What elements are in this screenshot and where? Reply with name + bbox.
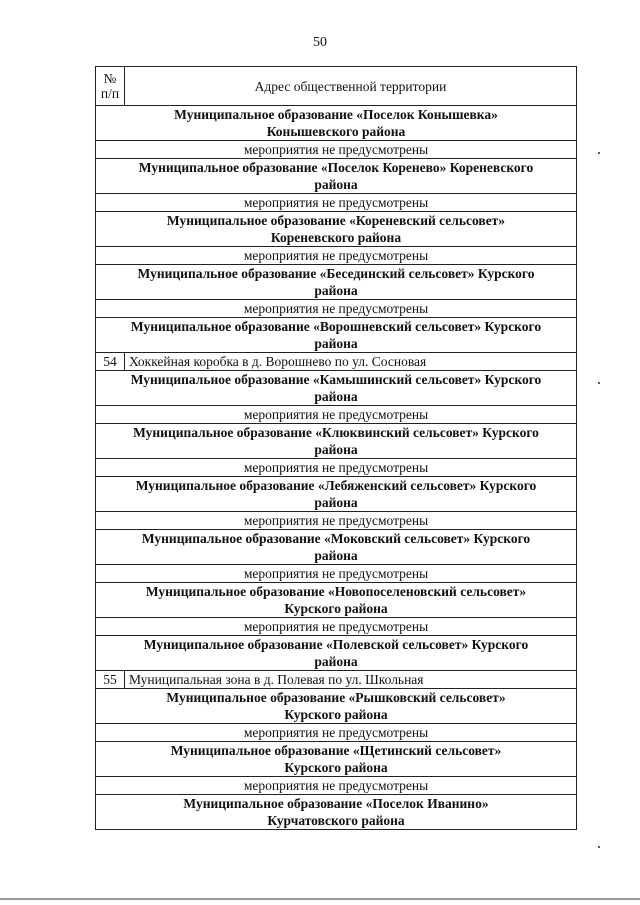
municipality-name: [96, 371, 577, 406]
municipality-name-line: Кореневского района: [270, 230, 402, 245]
municipality-name-line: Муниципальное образование «Камышинский сельсовет» Курского: [130, 372, 542, 387]
municipality-section-row: [96, 424, 577, 459]
municipality-name-line: Курчатовского района: [267, 813, 405, 828]
no-events-row: [96, 777, 577, 795]
municipality-section-row: [96, 265, 577, 300]
municipality-name: [96, 424, 577, 459]
municipality-section-row: [96, 636, 577, 671]
no-events-text: мероприятия не предусмотрены: [96, 512, 577, 530]
no-events-row: [96, 724, 577, 742]
no-events-row: [96, 565, 577, 583]
municipality-name-line: Муниципальное образование «Новопоселеновский сельсовет»: [145, 584, 527, 599]
no-events-row: [96, 194, 577, 212]
municipality-name: [96, 212, 577, 247]
municipality-name-line: района: [314, 495, 358, 510]
municipality-name-line: района: [314, 442, 358, 457]
municipality-name-line: Муниципальное образование «Поселок Конышевка»: [174, 107, 498, 122]
territory-address: Хоккейная коробка в д. Ворошнево по ул. Сосновая: [125, 353, 577, 371]
municipality-section-row: [96, 212, 577, 247]
scan-edge: [0, 898, 640, 900]
municipality-name-line: Курского района: [284, 601, 388, 616]
no-events-row: [96, 406, 577, 424]
municipality-name-line: Муниципальное образование «Бесединский сельсовет» Курского: [137, 266, 535, 281]
no-events-text: мероприятия не предусмотрены: [96, 141, 577, 159]
no-events-text: мероприятия не предусмотрены: [96, 565, 577, 583]
no-events-row: [96, 618, 577, 636]
no-events-text: мероприятия не предусмотрены: [96, 300, 577, 318]
territory-row: [96, 671, 577, 689]
number-header-line: №: [103, 71, 117, 86]
municipality-section-row: [96, 106, 577, 141]
municipality-section-row: [96, 159, 577, 194]
no-events-text: мероприятия не предусмотрены: [96, 247, 577, 265]
municipality-name-line: Муниципальное образование «Рышковский сельсовет»: [166, 690, 506, 705]
number-column-header: [96, 67, 125, 106]
no-events-row: [96, 141, 577, 159]
municipality-section-row: [96, 742, 577, 777]
no-events-text: мероприятия не предусмотрены: [96, 777, 577, 795]
municipality-name-line: района: [314, 336, 358, 351]
no-events-row: [96, 459, 577, 477]
territory-number: 55: [96, 671, 125, 689]
municipality-name-line: Муниципальное образование «Кореневский сельсовет»: [166, 213, 506, 228]
no-events-text: мероприятия не предусмотрены: [96, 194, 577, 212]
no-events-row: [96, 512, 577, 530]
municipality-name-line: Муниципальное образование «Полевской сельсовет» Курского: [143, 637, 529, 652]
scan-speck: [598, 846, 600, 848]
municipality-name: [96, 159, 577, 194]
municipality-name-line: района: [314, 654, 358, 669]
municipality-section-row: [96, 689, 577, 724]
municipality-section-row: [96, 371, 577, 406]
municipality-section-row: [96, 583, 577, 618]
municipality-name-line: Муниципальное образование «Поселок Иванино»: [183, 796, 489, 811]
municipality-name: [96, 477, 577, 512]
address-column-header: Адрес общественной территории: [125, 67, 577, 106]
municipality-name-line: Муниципальное образование «Щетинский сельсовет»: [170, 743, 502, 758]
municipality-section-row: [96, 530, 577, 565]
municipality-name-line: района: [314, 177, 358, 192]
municipality-name: [96, 583, 577, 618]
no-events-row: [96, 300, 577, 318]
page-number: 50: [313, 35, 327, 50]
territory-row: [96, 353, 577, 371]
territory-number: 54: [96, 353, 125, 371]
scan-speck: [598, 152, 600, 154]
table-header-row: [96, 67, 577, 106]
municipality-name: [96, 795, 577, 830]
municipality-name-line: района: [314, 283, 358, 298]
municipality-name-line: Курского района: [284, 760, 388, 775]
territory-address: Муниципальная зона в д. Полевая по ул. Школьная: [125, 671, 577, 689]
territories-table: [95, 66, 577, 830]
municipality-name-line: Муниципальное образование «Ворошневский сельсовет» Курского: [130, 319, 542, 334]
municipality-name: [96, 530, 577, 565]
municipality-name-line: Курского района: [284, 707, 388, 722]
municipality-section-row: [96, 477, 577, 512]
municipality-name: [96, 689, 577, 724]
municipality-name-line: Муниципальное образование «Моковский сельсовет» Курского: [141, 531, 531, 546]
number-header-line: п/п: [100, 86, 120, 101]
municipality-name: [96, 265, 577, 300]
municipality-section-row: [96, 795, 577, 830]
municipality-name: [96, 318, 577, 353]
no-events-text: мероприятия не предусмотрены: [96, 724, 577, 742]
scan-speck: [598, 382, 600, 384]
no-events-row: [96, 247, 577, 265]
municipality-name-line: Муниципальное образование «Поселок Коренево» Кореневского: [138, 160, 534, 175]
municipality-name: [96, 106, 577, 141]
municipality-name: [96, 742, 577, 777]
municipality-name: [96, 636, 577, 671]
municipality-section-row: [96, 318, 577, 353]
municipality-name-line: Конышевского района: [266, 124, 406, 139]
municipality-name-line: Муниципальное образование «Клюквинский сельсовет» Курского: [133, 425, 539, 440]
no-events-text: мероприятия не предусмотрены: [96, 618, 577, 636]
municipality-name-line: района: [314, 548, 358, 563]
no-events-text: мероприятия не предусмотрены: [96, 406, 577, 424]
municipality-name-line: Муниципальное образование «Лебяженский сельсовет» Курского: [135, 478, 537, 493]
no-events-text: мероприятия не предусмотрены: [96, 459, 577, 477]
municipality-name-line: района: [314, 389, 358, 404]
